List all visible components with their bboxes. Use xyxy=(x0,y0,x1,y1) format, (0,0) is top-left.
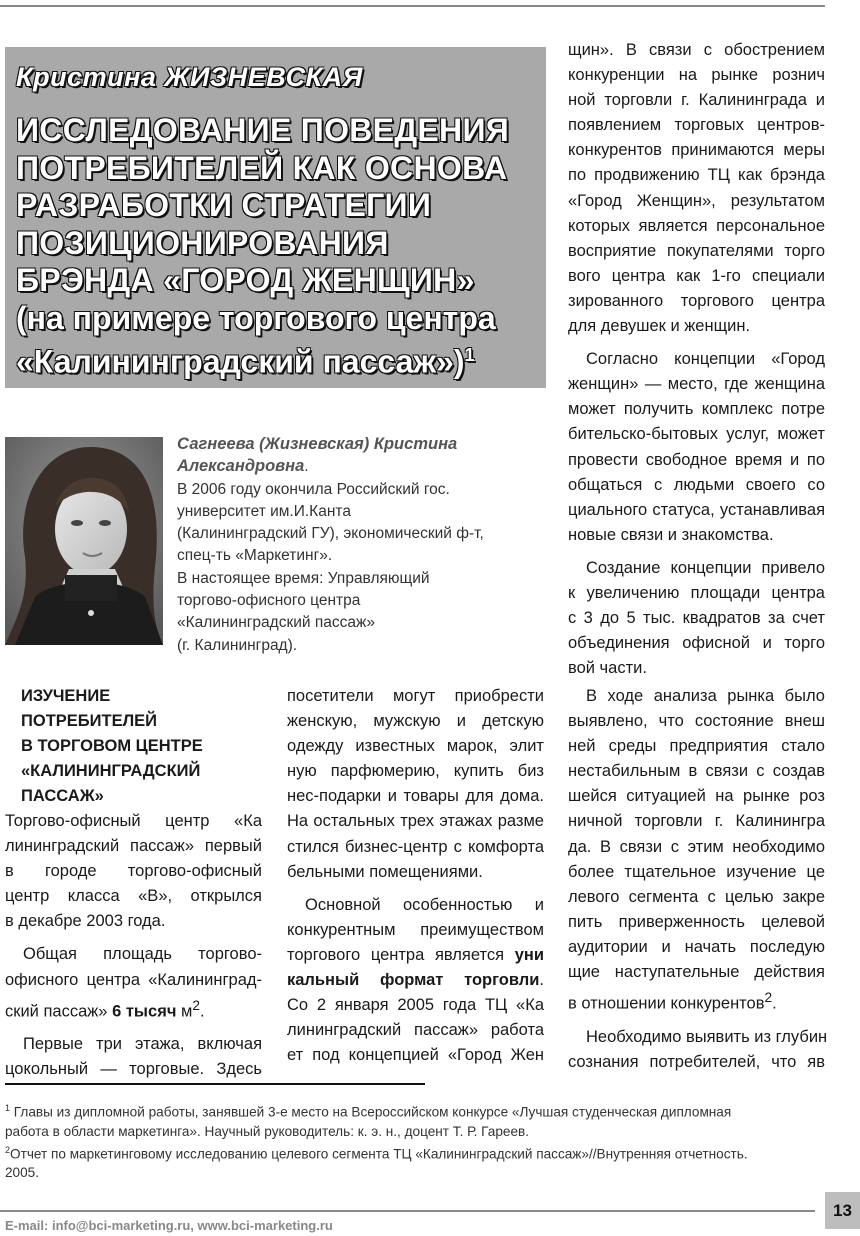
paragraph xyxy=(568,684,825,985)
text-line: Создание концепции привело xyxy=(586,558,825,577)
text-line: ет под концепцией «Город Жен xyxy=(287,1046,544,1065)
text-line: бельными помещениями. xyxy=(287,862,483,881)
title-line: (на примере торгового центра xyxy=(16,299,496,336)
text-run: торгового центра является xyxy=(287,945,505,964)
text-line: «Город Женщин», результатом xyxy=(568,191,825,210)
text-line: ной торговли г. Калининграда и xyxy=(568,91,825,110)
text-line: более тщательное изучение це xyxy=(568,862,825,881)
bio-line: В настоящее время: Управляющий xyxy=(177,569,430,587)
bio-line: (Калининградский ГУ), экономический ф-т, xyxy=(177,525,484,543)
paragraph xyxy=(568,347,825,548)
paragraph xyxy=(568,1025,828,1075)
footnote-text: Главы из дипломной работы, занявшей 3-е место на Всероссийском конкурсе «Лучшая студенческая дипломная xyxy=(13,1104,732,1120)
text-line: посетители могут приобрести xyxy=(287,687,544,705)
bio-line: В 2006 году окончила Российский гос. xyxy=(177,480,450,498)
title-line xyxy=(16,337,541,381)
footnote-mark: 1 xyxy=(5,1103,11,1113)
title-line: БРЭНДА «ГОРОД ЖЕНЩИН» xyxy=(16,262,475,298)
text-line: офисного центра «Калининград- xyxy=(5,970,262,989)
column-1 xyxy=(5,684,262,1082)
section-heading: ПОТРЕБИТЕЛЕЙ xyxy=(21,712,158,730)
text-line: ней среды предприятия стало xyxy=(568,737,825,756)
text-line: ную парфюмерию, купить биз xyxy=(287,762,544,781)
text-line: щин». В связи с обострением xyxy=(568,41,825,59)
text-line: аудитории и начать последую xyxy=(568,937,825,956)
portrait-icon xyxy=(5,437,163,645)
footnote-mark: 1 xyxy=(464,345,475,365)
text-line: конкурентным преимуществом xyxy=(287,920,544,939)
text-line: шейся ситуацией на рынке роз xyxy=(568,787,825,806)
paragraph xyxy=(5,942,262,1024)
text-line: женскую, мужскую и детскую xyxy=(287,712,544,731)
text-line: В ходе анализа рынка было xyxy=(586,687,825,705)
bottom-rule xyxy=(0,1210,815,1212)
text-line: провести свободное время и по xyxy=(568,450,825,469)
text-line: цокольный — торговые. Здесь xyxy=(5,1060,262,1079)
footer-contact[interactable]: E-mail: info@bci-marketing.ru, www.bci-marketing.ru xyxy=(5,1218,333,1233)
article-title xyxy=(16,112,541,381)
text-line: Основной особенностью и xyxy=(305,895,544,914)
text-line: центр класса «В», открылся xyxy=(5,887,262,906)
text-line: которых является персональное xyxy=(568,216,825,235)
text-line: женщин» — место, где женщина xyxy=(568,375,825,394)
bold-text: кальный формат торговли xyxy=(287,971,540,990)
paragraph-last-line xyxy=(568,985,825,1017)
paragraph xyxy=(568,38,825,339)
paragraph xyxy=(5,809,262,934)
text-line: На остальных трех этажах разме xyxy=(287,812,544,831)
text-line: Первые три этажа, включая xyxy=(23,1035,262,1054)
text-run: . xyxy=(539,971,544,990)
title-line: ПОТРЕБИТЕЛЕЙ КАК ОСНОВА xyxy=(16,149,508,186)
text-line: левого сегмента с целью закре xyxy=(568,887,825,906)
author-portrait-image xyxy=(5,437,163,645)
superscript: 2 xyxy=(764,990,773,1006)
text-line: лининградский пассаж» первый xyxy=(5,837,262,856)
text-line: по продвижению ТЦ как брэнда xyxy=(568,166,825,185)
bio-line: (г. Калининград). xyxy=(177,636,298,654)
text-line: Согласно концепции «Город xyxy=(586,350,825,369)
text-line: конкурентов принимаются меры xyxy=(568,141,825,160)
text-line: новые связи и знакомства. xyxy=(568,525,774,544)
text-line: Торгово-офисный центр «Ка xyxy=(5,812,262,830)
text-run: в отношении конкурентов xyxy=(568,994,765,1013)
text-line xyxy=(287,968,544,993)
title-line: ПОЗИЦИОНИРОВАНИЯ xyxy=(16,224,389,261)
text-line xyxy=(287,943,544,968)
text-line: сознания потребителей, что яв xyxy=(568,1052,825,1071)
text-line: нестабильным в связи с создав xyxy=(568,762,825,781)
paragraph xyxy=(287,684,544,885)
bold-text: уни xyxy=(514,945,544,964)
text-line: конкуренции на рынке рознич xyxy=(568,66,825,85)
paragraph xyxy=(568,556,825,681)
section-heading: ПАССАЖ» xyxy=(21,787,104,805)
title-line: ИССЛЕДОВАНИЕ ПОВЕДЕНИЯ xyxy=(16,112,510,148)
bio-name-dot: . xyxy=(304,458,309,476)
footnote-text: Отчет по маркетинговому исследованию целевого сегмента ТЦ «Калининградский пассаж»//Внутренняя отчетность. xyxy=(10,1146,748,1162)
bio-name: Сагнеева (Жизневская) Кристина xyxy=(177,435,458,453)
text-run: . xyxy=(200,1002,205,1021)
title-line: РАЗРАБОТКИ СТРАТЕГИИ xyxy=(16,187,432,223)
page-number: 13 xyxy=(825,1192,860,1229)
section-heading: В ТОРГОВОМ ЦЕНТРЕ xyxy=(21,737,203,755)
text-line xyxy=(5,993,262,1025)
bold-text: 6 тысяч xyxy=(112,1002,177,1021)
title-line-text: «Калининградский пассаж») xyxy=(16,343,465,380)
bio-line: «Калининградский пассаж» xyxy=(177,614,375,632)
bio-line: спец-ть «Маркетинг». xyxy=(177,547,333,565)
author-bio xyxy=(177,433,532,657)
text-line: пить приверженность целевой xyxy=(568,912,825,931)
text-line xyxy=(568,985,825,1017)
footnote-rule xyxy=(5,1083,425,1085)
text-line: циального статуса, устанавливая xyxy=(568,500,825,519)
text-line: может получить комплекс потре xyxy=(568,400,825,419)
text-run: ский пассаж» xyxy=(5,1002,108,1021)
text-line: нес-подарки и товары для дома. xyxy=(287,787,544,806)
text-line: зированного торгового центра xyxy=(568,291,825,310)
column-2 xyxy=(287,684,544,1068)
footnote-1-cont: работа в области маркетинга». Научный руководитель: к. э. н., доцент Т. Р. Гареев. xyxy=(5,1123,530,1139)
footnote-mark: 2 xyxy=(5,1144,11,1155)
text-line: появлением торговых центров- xyxy=(568,116,825,135)
top-rule xyxy=(0,5,825,7)
text-line: в декабре 2003 года. xyxy=(5,912,166,931)
text-line: Со 2 января 2005 года ТЦ «Ка xyxy=(287,996,544,1015)
text-line: объединения офисной и торго xyxy=(568,634,825,653)
superscript: 2 xyxy=(192,997,201,1013)
text-line: общаться с людьми своего со xyxy=(568,475,825,494)
text-line: выявлено, что состояние внеш xyxy=(568,712,825,731)
text-line: вой части. xyxy=(568,659,647,678)
bio-line: университет им.И.Канта xyxy=(177,502,351,520)
bio-name-line2 xyxy=(177,455,532,478)
text-line: Общая площадь торгово- xyxy=(23,945,262,964)
text-run: м xyxy=(181,1002,193,1021)
text-run: . xyxy=(772,994,777,1013)
bio-line: торгово-офисного центра xyxy=(177,592,361,610)
column-3 xyxy=(568,684,828,1075)
text-line: стился бизнес-центр с комфорта xyxy=(287,837,544,856)
footnote-2 xyxy=(5,1141,827,1164)
text-line: для девушек и женщин. xyxy=(568,317,751,336)
text-line: да. В связи с этим необходимо xyxy=(568,837,825,856)
text-line: к увеличению площади центра xyxy=(568,583,825,602)
text-line: бительско-бытовых услуг, может xyxy=(568,425,825,444)
text-line: Необходимо выявить из глубин xyxy=(586,1027,828,1046)
footnote-2-cont: 2005. xyxy=(5,1165,40,1181)
section-heading: ИЗУЧЕНИЕ xyxy=(21,687,111,705)
text-line: восприятие покупателями торго xyxy=(568,241,825,260)
right-column xyxy=(568,38,825,681)
paragraph xyxy=(5,1032,262,1082)
text-line: ничной торговли г. Калинингра xyxy=(568,812,825,831)
text-line: лининградский пассаж» работа xyxy=(287,1021,544,1040)
author-name: Кристина ЖИЗНЕВСКАЯ xyxy=(16,62,363,92)
bio-name-patronymic: Александровна xyxy=(177,457,305,476)
text-line: в городе торгово-офисный xyxy=(5,862,262,881)
text-line: с 3 до 5 тыс. квадратов за счет xyxy=(568,609,825,628)
footnotes xyxy=(5,1099,827,1182)
text-line: вого центра как 1-го специали xyxy=(568,266,825,285)
footnote-1 xyxy=(5,1099,827,1122)
section-heading: «КАЛИНИНГРАДСКИЙ xyxy=(21,762,201,780)
paragraph xyxy=(287,893,544,1069)
text-line: щие наступательные действия xyxy=(568,963,825,982)
text-line: одежду известных марок, элит xyxy=(287,737,544,756)
